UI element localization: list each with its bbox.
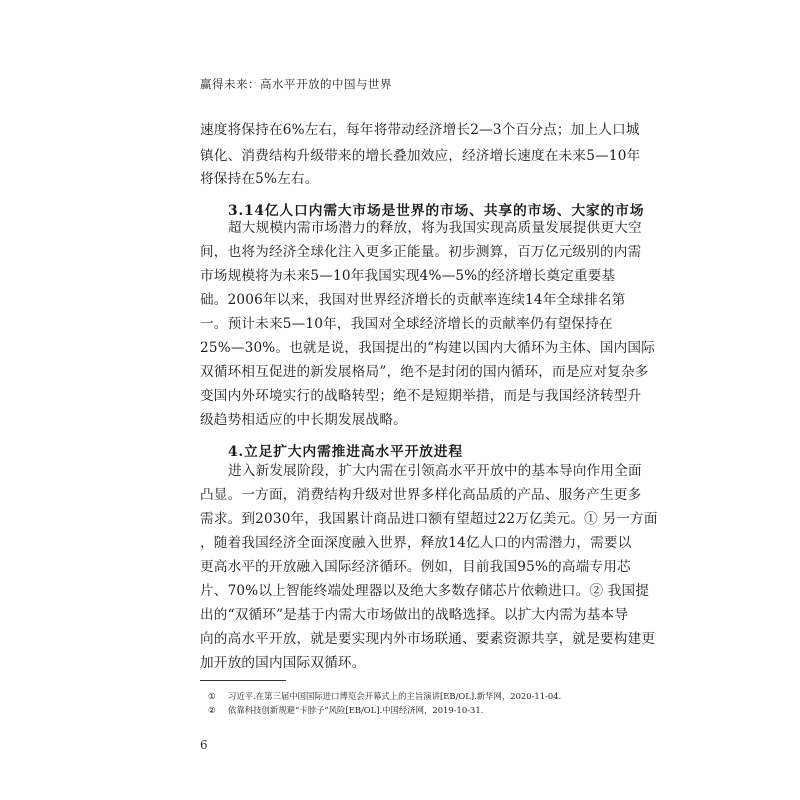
paragraph-3-line: 更高水平的开放融入国际经济循环。例如，目前我国95%的高端专用芯: [200, 559, 631, 575]
paragraph-2-line: 础。2006年以来，我国对世界经济增长的贡献率连续14年全球排名第: [200, 292, 626, 308]
section-heading-3: 3.14亿人口内需大市场是世界的市场、共享的市场、大家的市场: [228, 203, 645, 219]
paragraph-2-line: 25%—30%。也就是说，我国提出的“构建以国内大循环为主体、国内国际: [200, 340, 656, 356]
paragraph-1-line: 速度将保持在6%左右，每年将带动经济增长2—3个百分点；加上人口城: [200, 122, 640, 138]
paragraph-2-line: 市场规模将为未来5—10年我国实现4%—5%的经济增长奠定重要基: [200, 268, 616, 284]
paragraph-3-line: 出的“双循环”是基于内需大市场做出的战略选择。以扩大内需为基本导: [200, 607, 629, 623]
paragraph-3-line: ，随着我国经济全面深度融入世界，释放14亿人口的内需潜力，需要以: [200, 535, 632, 551]
paragraph-2-line: 超大规模内需市场潜力的释放，将为我国实现高质量发展提供更大空: [228, 220, 642, 236]
footnote-divider: [200, 680, 286, 681]
paragraph-3-line: 进入新发展阶段，扩大内需在引领高水平开放中的基本导向作用全面: [228, 463, 642, 479]
page-number: 6: [200, 738, 208, 752]
paragraph-2-line: 变国内外环境实行的战略转型；绝不是短期举措，而是与我国经济转型升: [200, 388, 642, 404]
paragraph-1-line: 将保持在5%左右。: [200, 171, 319, 187]
footnote-marker: ②: [208, 705, 216, 715]
footnote-2: [208, 704, 483, 716]
paragraph-2-line: 间，也将为经济全球化注入更多正能量。初步测算，百万亿元级别的内需: [200, 244, 642, 260]
footnote-1: [208, 690, 561, 702]
paragraph-3-line: 凸显。一方面，消费结构升级对世界多样化高品质的产品、服务产生更多: [200, 487, 642, 503]
paragraph-3-line: 需求。到2030年，我国累计商品进口额有望超过22万亿美元。① 另一方面: [200, 511, 658, 527]
paragraph-2-line: 一。预计未来5—10年，我国对全球经济增长的贡献率仍有望保持在: [200, 316, 613, 332]
paragraph-3-line: 加开放的国内国际双循环。: [200, 655, 366, 671]
footnote-text: 依靠科技创新规避“卡脖子”风险[EB/OL].中国经济网，2019-10-31.: [228, 705, 484, 715]
paragraph-3-line: 向的高水平开放，就是要实现内外市场联通、要素资源共享，就是要构建更: [200, 631, 656, 647]
paragraph-3-line: 片、70%以上智能终端处理器以及绝大多数存储芯片依赖进口。② 我国提: [200, 583, 650, 599]
section-heading-4: 4.立足扩大内需推进高水平开放进程: [228, 444, 463, 460]
paragraph-1-line: 镇化、消费结构升级带来的增长叠加效应，经济增长速度在未来5—10年: [200, 148, 641, 164]
paragraph-2-line: 级趋势相适应的中长期发展战略。: [200, 412, 407, 428]
footnote-marker: ①: [208, 691, 216, 701]
paragraph-2-line: 双循环相互促进的新发展格局”，绝不是封闭的国内循环，而是应对复杂多: [200, 364, 649, 380]
running-head: 赢得未来：高水平开放的中国与世界: [200, 77, 392, 91]
footnote-text: 习近平.在第三届中国国际进口博览会开幕式上的主旨演讲[EB/OL].新华网，2020-11-04.: [228, 691, 562, 701]
